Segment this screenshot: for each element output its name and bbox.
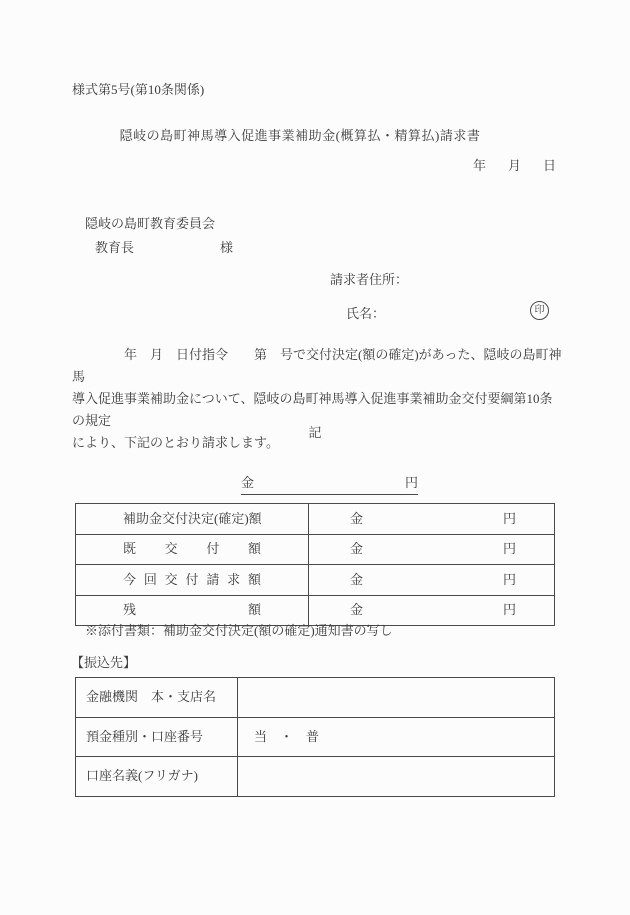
date-line xyxy=(473,157,556,175)
currency-prefix: 金 xyxy=(350,602,364,618)
transfer-section-heading: 【振込先】 xyxy=(71,655,137,670)
currency-prefix: 金 xyxy=(350,510,364,526)
row-label-cell xyxy=(76,595,309,626)
amount-table-row xyxy=(76,565,555,596)
requester-name-label: 氏名： xyxy=(346,306,386,321)
document-title: 隠岐の島町神馬導入促進事業補助金(概算払・精算払)請求書 xyxy=(119,128,481,143)
row-label: 残額 xyxy=(123,602,261,618)
record-marker: 記 xyxy=(308,425,322,440)
currency-prefix: 金 xyxy=(350,541,364,557)
requester-address-label: 請求者住所： xyxy=(330,272,409,287)
bank-row-value xyxy=(238,757,555,797)
currency-prefix: 金 xyxy=(350,571,364,587)
row-label-cell xyxy=(76,565,309,596)
date-month-label: 月 xyxy=(507,158,521,173)
addressee-honorific: 様 xyxy=(220,240,234,255)
row-label: 補助金交付決定(確定)額 xyxy=(123,510,262,526)
amount-table-row xyxy=(76,534,555,565)
row-label: 今回交付請求額 xyxy=(123,571,261,587)
bank-table-row xyxy=(76,757,555,797)
amount-table-row xyxy=(76,504,555,535)
addressee-position: 教育長 xyxy=(95,240,135,255)
bank-table-row xyxy=(76,678,555,718)
bank-row-value xyxy=(238,678,555,718)
amount-value-cell xyxy=(309,534,555,565)
row-label-cell xyxy=(76,504,309,535)
currency-suffix: 円 xyxy=(502,602,516,618)
amount-prefix: 金 xyxy=(241,475,255,490)
amount-value-cell xyxy=(309,504,555,535)
seal-character: 印 xyxy=(534,304,545,316)
addressee-line xyxy=(95,239,233,257)
bank-table-row xyxy=(76,717,555,757)
bank-row-label: 口座名義(フリガナ) xyxy=(76,757,238,797)
bank-transfer-table xyxy=(75,677,555,797)
row-label: 既交付額 xyxy=(123,541,261,557)
amount-suffix: 円 xyxy=(404,475,418,490)
body-line-2: 導入促進事業補助金について、隠岐の島町神馬導入促進事業補助金交付要綱第10条の規定 xyxy=(72,391,553,428)
bank-row-value: 当 ・ 普 xyxy=(238,717,555,757)
bank-row-label: 預金種別・口座番号 xyxy=(76,717,238,757)
amount-table-row xyxy=(76,595,555,626)
date-year-label: 年 xyxy=(472,158,486,173)
date-day-label: 日 xyxy=(542,158,556,173)
body-line-3: により、下記のとおり請求します。 xyxy=(72,435,279,450)
form-number: 様式第5号(第10条関係) xyxy=(72,82,205,97)
total-amount-line xyxy=(241,474,418,495)
currency-suffix: 円 xyxy=(502,541,516,557)
body-line-1: 年 月 日付指令 第 号で交付決定(額の確定)があった、隠岐の島町神馬 xyxy=(72,347,562,384)
seal-icon xyxy=(530,301,549,320)
bank-row-label: 金融機関 本・支店名 xyxy=(76,678,238,718)
currency-suffix: 円 xyxy=(502,510,516,526)
amount-value-cell xyxy=(309,565,555,596)
amount-value-cell xyxy=(309,595,555,626)
currency-suffix: 円 xyxy=(502,571,516,587)
addressee-organization: 隠岐の島町教育委員会 xyxy=(85,216,216,231)
row-label-cell xyxy=(76,534,309,565)
amount-table xyxy=(75,503,555,626)
attachment-note: ※添付書類：補助金交付決定(額の確定)通知書の写し xyxy=(85,623,393,638)
